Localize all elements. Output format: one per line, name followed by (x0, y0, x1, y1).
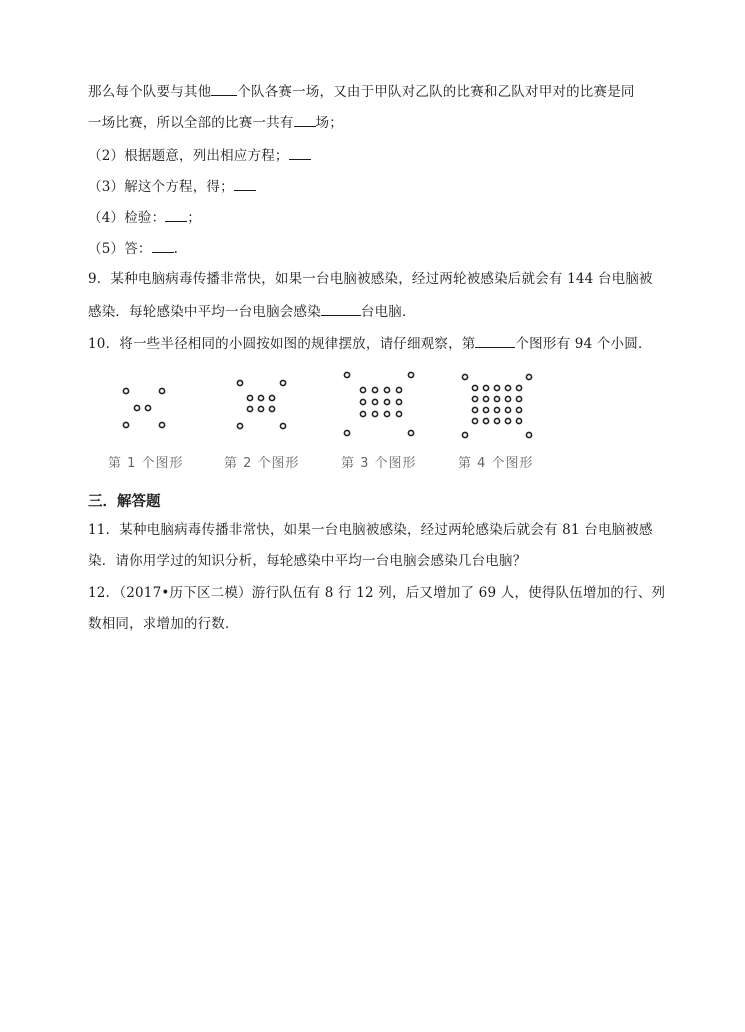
figure-4-corner-circle (462, 432, 467, 437)
figure-3-grid-circle (384, 387, 389, 392)
figure-4-corner-circle (526, 374, 531, 379)
figure-3-corner-circle (408, 430, 413, 435)
figure-4-corner-circle (462, 374, 467, 379)
figure-4-grid-circle (483, 418, 488, 423)
text-segment: （3）解这个方程，得； (88, 179, 234, 195)
figure-2-corner-circle (280, 380, 285, 385)
figure-2-grid-circle (269, 406, 274, 411)
text-segment: （5）答： (88, 241, 152, 257)
figure-2-grid-circle (269, 395, 274, 400)
figure-4-grid-circle (472, 385, 477, 390)
text-segment: 场； (315, 115, 343, 131)
figure-4-grid-circle (472, 396, 477, 401)
text-segment: 10．将一些半径相同的小圆按如图的规律摆放，请仔细观察，第 (88, 336, 476, 352)
figure-2-corner-circle (280, 423, 285, 428)
figure-4-grid-circle (516, 396, 521, 401)
text-line-1 (88, 82, 635, 101)
figure-1-corner-circle (123, 388, 128, 393)
text-segment: （2）根据题意，列出相应方程； (88, 148, 289, 164)
question-9-line-2 (88, 302, 416, 321)
question-11-line-1 (88, 521, 653, 539)
figure-2-label: 第 2 个图形 (224, 456, 300, 471)
question-9-line-1 (88, 270, 653, 288)
figure-2-corner-circle (237, 380, 242, 385)
text-segment: 个队各赛一场，又由于甲队对乙队的比赛和乙队对甲对的比赛是同 (237, 84, 635, 100)
text-segment: 一场比赛，所以全部的比赛一共有 (88, 115, 294, 131)
text-segment: 12．（2017•历下区二模）游行队伍有 8 行 12 列，后又增加了 69 人，使得队伍增加的行、列 (88, 585, 666, 601)
figure-4-corner-circle (526, 432, 531, 437)
text-segment: （4）检验： (88, 210, 166, 226)
text-segment: 9．某种电脑病毒传播非常快，如果一台电脑被感染，经过两轮被感染后就会有 144 台电脑被 (88, 271, 653, 287)
text-line-5 (88, 208, 201, 227)
answer-blank (321, 302, 361, 316)
figure-4-grid-circle (494, 407, 499, 412)
figure-4-grid-circle (483, 407, 488, 412)
figure-2-grid-circle (247, 395, 252, 400)
figure-3-corner-circle (344, 430, 349, 435)
figure-3-grid-circle (360, 399, 365, 404)
section-title: 三．解答题 (88, 494, 161, 510)
text-segment: 感染．每轮感染中平均一台电脑会感染 (88, 304, 321, 320)
figure-2-grid-circle (258, 406, 263, 411)
figure-2-corner-circle (237, 423, 242, 428)
figure-3-grid-circle (396, 399, 401, 404)
text-segment: 台电脑． (360, 304, 416, 320)
answer-blank (294, 113, 316, 127)
figure-4-grid-circle (505, 418, 510, 423)
figure-4-grid-circle (494, 385, 499, 390)
figure-3-grid-circle (360, 411, 365, 416)
text-line-3 (88, 146, 311, 165)
figure-1-grid-circle (145, 405, 150, 410)
answer-blank (152, 239, 174, 253)
figure-3-grid-circle (384, 411, 389, 416)
figure-1-grid-circle (134, 405, 139, 410)
text-segment: ； (187, 210, 201, 226)
figure-3-grid-circle (372, 411, 377, 416)
figure-3-grid-circle (372, 399, 377, 404)
figure-4-grid-circle (516, 407, 521, 412)
answer-blank (475, 334, 515, 348)
figure-2-grid-circle (247, 406, 252, 411)
figure-4-grid-circle (505, 407, 510, 412)
text-line-6 (88, 239, 178, 258)
text-line-2 (88, 113, 343, 132)
figure-4-grid-circle (505, 396, 510, 401)
figure-4-label: 第 4 个图形 (458, 456, 534, 471)
figure-4-grid-circle (516, 418, 521, 423)
question-12-line-2 (88, 615, 239, 633)
figure-3-grid-circle (396, 387, 401, 392)
figure-4-grid-circle (483, 396, 488, 401)
figure-3-grid-circle (384, 399, 389, 404)
text-segment: . (173, 241, 179, 257)
text-line-4 (88, 177, 256, 196)
figure-2-grid-circle (258, 395, 263, 400)
text-segment: 数相同，求增加的行数． (88, 616, 239, 632)
question-11-line-2 (88, 552, 526, 570)
figure-4-grid-circle (472, 418, 477, 423)
text-segment: 染．请你用学过的知识分析，每轮感染中平均一台电脑会感染几台电脑？ (88, 553, 527, 569)
answer-blank (289, 146, 311, 160)
figure-3-grid-circle (372, 387, 377, 392)
figure-3-corner-circle (344, 372, 349, 377)
figure-4-grid-circle (516, 385, 521, 390)
answer-blank (211, 82, 237, 96)
text-segment: 11．某种电脑病毒传播非常快，如果一台电脑被感染，经过两轮感染后就会有 81 台电脑被感 (88, 522, 653, 538)
figure-1-corner-circle (159, 388, 164, 393)
figure-3-grid-circle (360, 387, 365, 392)
figure-4-grid-circle (505, 385, 510, 390)
figure-4-grid-circle (472, 407, 477, 412)
text-segment: 个图形有 94 个小圆． (515, 336, 652, 352)
question-10-line (88, 334, 652, 353)
figure-4-grid-circle (483, 385, 488, 390)
figure-3-grid-circle (396, 411, 401, 416)
figure-4-grid-circle (494, 396, 499, 401)
figure-1-corner-circle (123, 422, 128, 427)
question-12-line-1 (88, 584, 665, 602)
figure-3-corner-circle (408, 372, 413, 377)
figure-1-corner-circle (159, 422, 164, 427)
answer-blank (165, 208, 187, 222)
answer-blank (234, 177, 256, 191)
figure-3-label: 第 3 个图形 (341, 456, 417, 471)
text-segment: 那么每个队要与其他 (88, 84, 212, 100)
figure-4-grid-circle (494, 418, 499, 423)
figure-1-label: 第 1 个图形 (108, 456, 184, 471)
